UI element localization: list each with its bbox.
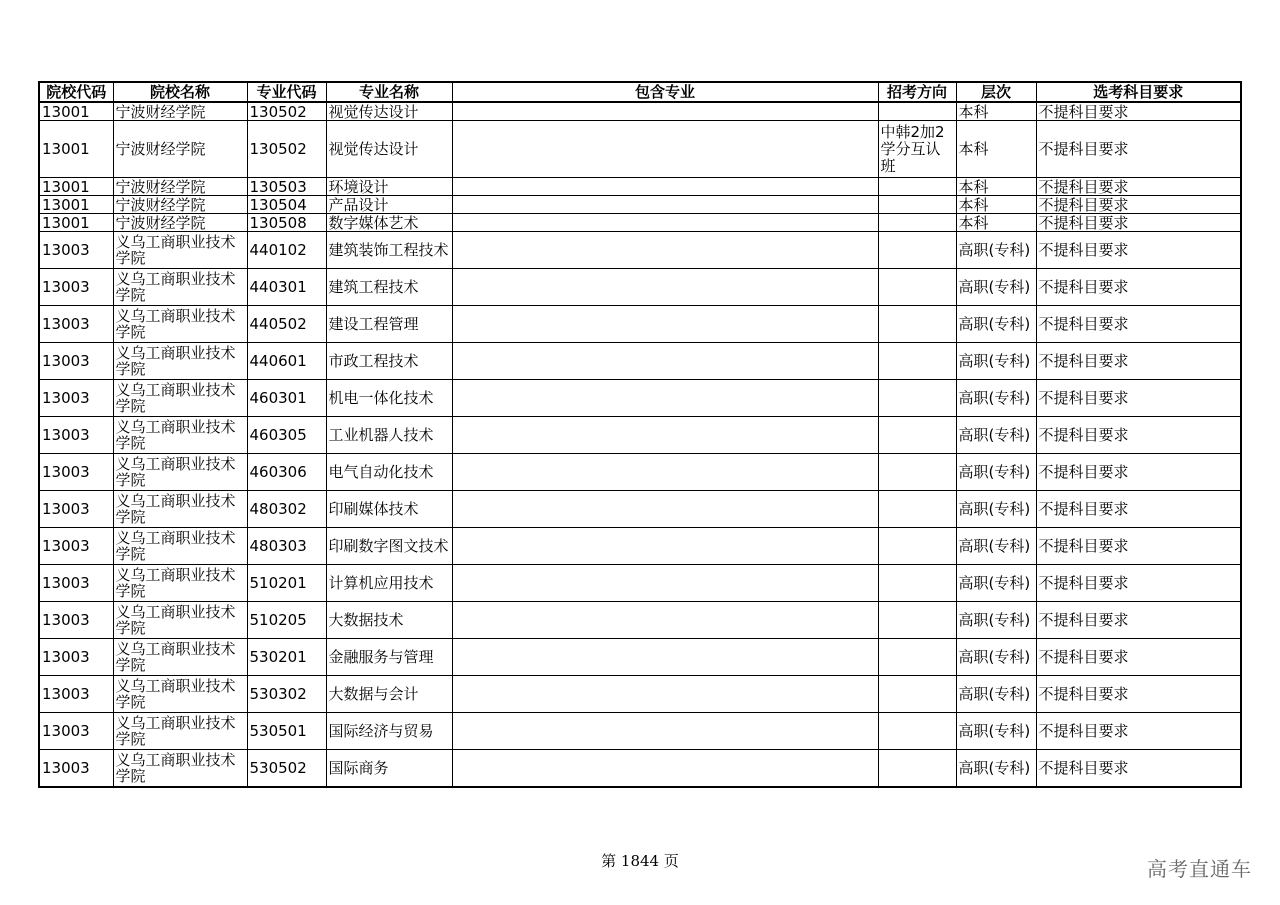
major-name-cell: 国际商务 — [326, 750, 452, 788]
major-code-cell: 130508 — [247, 214, 326, 232]
table-row — [39, 565, 1241, 602]
included-majors-cell — [452, 713, 878, 750]
level-cell: 高职(专科) — [956, 565, 1036, 602]
subject-requirement-cell: 不提科目要求 — [1036, 196, 1241, 214]
direction-cell — [878, 491, 956, 528]
school-code-cell: 13003 — [39, 639, 113, 676]
table-row — [39, 454, 1241, 491]
major-name-cell: 市政工程技术 — [326, 343, 452, 380]
included-majors-cell — [452, 178, 878, 196]
included-majors-cell — [452, 602, 878, 639]
table-row — [39, 491, 1241, 528]
table-row — [39, 713, 1241, 750]
page-number: 第 1844 页 — [601, 852, 679, 870]
table-row — [39, 417, 1241, 454]
major-code-cell: 510205 — [247, 602, 326, 639]
level-cell: 高职(专科) — [956, 713, 1036, 750]
major-name-cell: 国际经济与贸易 — [326, 713, 452, 750]
included-majors-cell — [452, 639, 878, 676]
school-name-cell: 义乌工商职业技术学院 — [113, 602, 247, 639]
subject-requirement-cell: 不提科目要求 — [1036, 602, 1241, 639]
included-majors-cell — [452, 528, 878, 565]
direction-cell — [878, 196, 956, 214]
school-name-cell: 义乌工商职业技术学院 — [113, 380, 247, 417]
subject-requirement-cell: 不提科目要求 — [1036, 214, 1241, 232]
major-name-cell: 数字媒体艺术 — [326, 214, 452, 232]
major-code-cell: 460301 — [247, 380, 326, 417]
level-cell: 高职(专科) — [956, 639, 1036, 676]
major-name-cell: 机电一体化技术 — [326, 380, 452, 417]
table-row — [39, 306, 1241, 343]
direction-cell — [878, 565, 956, 602]
school-name-cell: 义乌工商职业技术学院 — [113, 713, 247, 750]
major-name-cell: 视觉传达设计 — [326, 102, 452, 121]
direction-cell — [878, 343, 956, 380]
direction-cell — [878, 269, 956, 306]
major-name-cell: 大数据技术 — [326, 602, 452, 639]
major-name-cell: 环境设计 — [326, 178, 452, 196]
major-code-cell: 440502 — [247, 306, 326, 343]
major-code-cell: 130502 — [247, 121, 326, 178]
school-code-cell: 13003 — [39, 491, 113, 528]
included-majors-cell — [452, 121, 878, 178]
table-row — [39, 269, 1241, 306]
major-code-cell: 460305 — [247, 417, 326, 454]
school-name-cell: 义乌工商职业技术学院 — [113, 528, 247, 565]
watermark-logo: 高考直通车 — [1147, 857, 1252, 881]
level-cell: 高职(专科) — [956, 380, 1036, 417]
school-name-cell: 义乌工商职业技术学院 — [113, 750, 247, 788]
major-code-cell: 130502 — [247, 102, 326, 121]
level-cell: 高职(专科) — [956, 602, 1036, 639]
subject-requirement-cell: 不提科目要求 — [1036, 528, 1241, 565]
included-majors-cell — [452, 269, 878, 306]
school-name-cell: 宁波财经学院 — [113, 196, 247, 214]
school-code-cell: 13003 — [39, 454, 113, 491]
direction-cell — [878, 713, 956, 750]
level-cell: 高职(专科) — [956, 232, 1036, 269]
direction-cell — [878, 417, 956, 454]
major-code-cell: 440601 — [247, 343, 326, 380]
school-code-cell: 13003 — [39, 565, 113, 602]
school-name-cell: 宁波财经学院 — [113, 178, 247, 196]
level-cell: 本科 — [956, 121, 1036, 178]
subject-requirement-cell: 不提科目要求 — [1036, 121, 1241, 178]
header-row — [39, 82, 1241, 102]
major-name-cell: 印刷数字图文技术 — [326, 528, 452, 565]
included-majors-cell — [452, 306, 878, 343]
direction-cell — [878, 306, 956, 343]
table-row — [39, 380, 1241, 417]
direction-cell — [878, 454, 956, 491]
school-code-cell: 13003 — [39, 750, 113, 788]
school-code-cell: 13001 — [39, 214, 113, 232]
school-code-cell: 13001 — [39, 196, 113, 214]
school-name-cell: 义乌工商职业技术学院 — [113, 232, 247, 269]
major-name-cell: 建筑工程技术 — [326, 269, 452, 306]
direction-cell — [878, 102, 956, 121]
major-code-cell: 530501 — [247, 713, 326, 750]
school-name-cell: 义乌工商职业技术学院 — [113, 491, 247, 528]
admissions-table — [38, 81, 1242, 788]
table-row — [39, 676, 1241, 713]
subject-requirement-cell: 不提科目要求 — [1036, 178, 1241, 196]
major-code-cell: 510201 — [247, 565, 326, 602]
school-name-cell: 宁波财经学院 — [113, 121, 247, 178]
school-code-cell: 13003 — [39, 602, 113, 639]
level-cell: 高职(专科) — [956, 676, 1036, 713]
table-row — [39, 343, 1241, 380]
subject-requirement-cell: 不提科目要求 — [1036, 750, 1241, 788]
school-name-cell: 义乌工商职业技术学院 — [113, 306, 247, 343]
table-row — [39, 196, 1241, 214]
level-cell: 高职(专科) — [956, 491, 1036, 528]
level-cell: 本科 — [956, 214, 1036, 232]
major-name-cell: 计算机应用技术 — [326, 565, 452, 602]
major-code-cell: 130504 — [247, 196, 326, 214]
major-code-cell: 530302 — [247, 676, 326, 713]
major-name-cell: 电气自动化技术 — [326, 454, 452, 491]
level-cell: 高职(专科) — [956, 417, 1036, 454]
major-code-cell: 440102 — [247, 232, 326, 269]
header-school-code: 院校代码 — [39, 82, 113, 102]
major-code-cell: 530502 — [247, 750, 326, 788]
header-included-majors: 包含专业 — [452, 82, 878, 102]
direction-cell — [878, 528, 956, 565]
level-cell: 本科 — [956, 178, 1036, 196]
major-name-cell: 产品设计 — [326, 196, 452, 214]
direction-cell — [878, 639, 956, 676]
included-majors-cell — [452, 676, 878, 713]
header-major-name: 专业名称 — [326, 82, 452, 102]
table-row — [39, 214, 1241, 232]
school-code-cell: 13003 — [39, 417, 113, 454]
included-majors-cell — [452, 102, 878, 121]
major-name-cell: 大数据与会计 — [326, 676, 452, 713]
major-code-cell: 130503 — [247, 178, 326, 196]
direction-cell — [878, 178, 956, 196]
subject-requirement-cell: 不提科目要求 — [1036, 306, 1241, 343]
header-direction: 招考方向 — [878, 82, 956, 102]
major-code-cell: 460306 — [247, 454, 326, 491]
level-cell: 高职(专科) — [956, 269, 1036, 306]
major-name-cell: 金融服务与管理 — [326, 639, 452, 676]
level-cell: 高职(专科) — [956, 528, 1036, 565]
school-name-cell: 义乌工商职业技术学院 — [113, 565, 247, 602]
level-cell: 高职(专科) — [956, 750, 1036, 788]
school-code-cell: 13001 — [39, 121, 113, 178]
subject-requirement-cell: 不提科目要求 — [1036, 639, 1241, 676]
included-majors-cell — [452, 417, 878, 454]
table-row — [39, 121, 1241, 178]
school-code-cell: 13003 — [39, 343, 113, 380]
table-row — [39, 639, 1241, 676]
subject-requirement-cell: 不提科目要求 — [1036, 380, 1241, 417]
school-code-cell: 13003 — [39, 713, 113, 750]
school-code-cell: 13003 — [39, 380, 113, 417]
school-code-cell: 13001 — [39, 178, 113, 196]
major-code-cell: 480302 — [247, 491, 326, 528]
level-cell: 高职(专科) — [956, 454, 1036, 491]
subject-requirement-cell: 不提科目要求 — [1036, 417, 1241, 454]
table-row — [39, 528, 1241, 565]
school-name-cell: 义乌工商职业技术学院 — [113, 269, 247, 306]
school-code-cell: 13003 — [39, 528, 113, 565]
subject-requirement-cell: 不提科目要求 — [1036, 232, 1241, 269]
subject-requirement-cell: 不提科目要求 — [1036, 102, 1241, 121]
level-cell: 本科 — [956, 102, 1036, 121]
direction-cell — [878, 676, 956, 713]
major-name-cell: 视觉传达设计 — [326, 121, 452, 178]
direction-cell — [878, 602, 956, 639]
included-majors-cell — [452, 380, 878, 417]
table-row — [39, 232, 1241, 269]
school-name-cell: 宁波财经学院 — [113, 214, 247, 232]
included-majors-cell — [452, 491, 878, 528]
major-code-cell: 530201 — [247, 639, 326, 676]
included-majors-cell — [452, 343, 878, 380]
school-code-cell: 13003 — [39, 269, 113, 306]
school-code-cell: 13003 — [39, 676, 113, 713]
subject-requirement-cell: 不提科目要求 — [1036, 565, 1241, 602]
subject-requirement-cell: 不提科目要求 — [1036, 676, 1241, 713]
school-name-cell: 义乌工商职业技术学院 — [113, 417, 247, 454]
included-majors-cell — [452, 232, 878, 269]
table-row — [39, 102, 1241, 121]
direction-cell: 中韩2加2学分互认班 — [878, 121, 956, 178]
subject-requirement-cell: 不提科目要求 — [1036, 491, 1241, 528]
level-cell: 高职(专科) — [956, 343, 1036, 380]
table-row — [39, 602, 1241, 639]
school-name-cell: 义乌工商职业技术学院 — [113, 454, 247, 491]
included-majors-cell — [452, 454, 878, 491]
school-name-cell: 义乌工商职业技术学院 — [113, 343, 247, 380]
school-code-cell: 13001 — [39, 102, 113, 121]
included-majors-cell — [452, 196, 878, 214]
major-name-cell: 印刷媒体技术 — [326, 491, 452, 528]
major-code-cell: 440301 — [247, 269, 326, 306]
major-name-cell: 建设工程管理 — [326, 306, 452, 343]
header-major-code: 专业代码 — [247, 82, 326, 102]
level-cell: 高职(专科) — [956, 306, 1036, 343]
school-code-cell: 13003 — [39, 306, 113, 343]
included-majors-cell — [452, 565, 878, 602]
school-name-cell: 义乌工商职业技术学院 — [113, 676, 247, 713]
table-row — [39, 750, 1241, 788]
direction-cell — [878, 750, 956, 788]
header-level: 层次 — [956, 82, 1036, 102]
direction-cell — [878, 214, 956, 232]
school-name-cell: 义乌工商职业技术学院 — [113, 639, 247, 676]
included-majors-cell — [452, 214, 878, 232]
header-school-name: 院校名称 — [113, 82, 247, 102]
direction-cell — [878, 232, 956, 269]
header-subject-requirement: 选考科目要求 — [1036, 82, 1241, 102]
major-name-cell: 建筑装饰工程技术 — [326, 232, 452, 269]
table-row — [39, 178, 1241, 196]
major-name-cell: 工业机器人技术 — [326, 417, 452, 454]
level-cell: 本科 — [956, 196, 1036, 214]
included-majors-cell — [452, 750, 878, 788]
subject-requirement-cell: 不提科目要求 — [1036, 713, 1241, 750]
subject-requirement-cell: 不提科目要求 — [1036, 269, 1241, 306]
school-code-cell: 13003 — [39, 232, 113, 269]
school-name-cell: 宁波财经学院 — [113, 102, 247, 121]
major-code-cell: 480303 — [247, 528, 326, 565]
direction-cell — [878, 380, 956, 417]
subject-requirement-cell: 不提科目要求 — [1036, 454, 1241, 491]
subject-requirement-cell: 不提科目要求 — [1036, 343, 1241, 380]
